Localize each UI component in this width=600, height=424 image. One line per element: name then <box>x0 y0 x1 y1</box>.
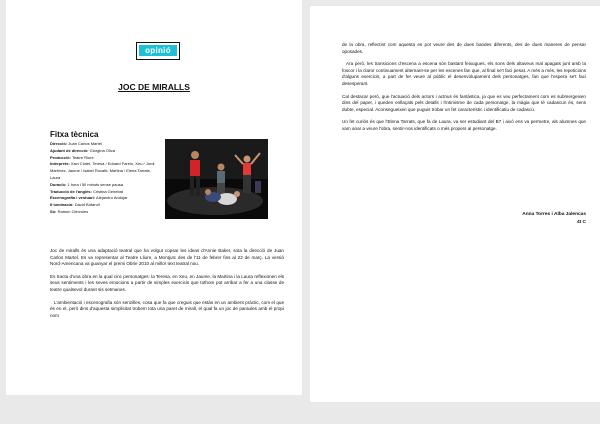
fitxa-row <box>50 161 160 181</box>
fitxa-value: Juan Carlos Martel <box>68 141 102 146</box>
left-page <box>6 0 302 395</box>
right-article-text <box>342 42 586 139</box>
paragraph: Joc de miralls és una adaptació teatral que ha volgut copsar les ideas d'Annie Baker, sota la direcció de Juan Carlos Martel. Es va representar al Teatre Lliure, a Montjuïc des de l'11 de febrer fins al 22 de març. La versió Nord-Americana va guanyar el premi Obrie 2010 al millor text teatral nou. <box>50 248 284 267</box>
article-title: JOC DE MIRALLS <box>118 82 190 92</box>
author-class: 4t C <box>576 220 586 225</box>
fitxa-value: David Bofarull <box>74 202 100 208</box>
signature <box>460 211 586 227</box>
paragraph: L'ambientació i escenografia són senzilles, cosa que fa que creguis que estàs en un ambient pràctic, com el que és en el, però dins d'aquesta simplicitat trobem tota una paret de mirall, el qual fa un joc de paraules amb el propi nom <box>50 299 284 318</box>
fitxa-label: Escenografia i vestuari: <box>50 195 96 201</box>
fitxa-value: Teatre Riure <box>71 154 94 160</box>
author-names: Anna Torres i Alba Jalencas <box>522 212 586 217</box>
fitxa-row <box>50 148 160 155</box>
fitxa-row <box>50 195 160 202</box>
fitxa-label: Il·luminació: <box>50 202 74 208</box>
fitxa-value: Xavi Clotet, Teresa / Eduard Farelo, Xeu / Jordi Martínez, Jaume / Isabel Rocatti, Martina / Elena Tarrats, Laura <box>50 161 155 180</box>
fitxa-tecnica <box>50 141 160 216</box>
stage-photo <box>165 139 268 219</box>
fitxa-label: Duració: <box>50 181 67 187</box>
fitxa-value: Alejandro Andújar <box>96 195 128 201</box>
paragraph: Ara però, les transicions d'escena a escena són bastant feixugues, els sons dels altaveus mal apagats junt amb la foscor i la claror continuament alternant-se per les escenes fan que, al final se't faci pesat. A més a més, les repeticions d'alguns exercicis, a part de fer veure al públic el desenvolupament dels personatges, fan que l'espera se't faci desesperant. <box>342 61 586 86</box>
right-page <box>310 6 600 402</box>
paragraph: Cal destacar però, que l'actuació dels actors i actrius és fantàstica, ja que es veu perfectament com es submergeixen dins del paper, i queden enllaçats pels detalls i l'intimisme de cada personatge, la màgia que té cadascun és, sens dubte, especial. Aconsegueixen que puguis trobar un fet característic i identificatiu de cadascú. <box>342 93 586 112</box>
fitxa-row <box>50 141 160 148</box>
fitxa-row <box>50 182 160 189</box>
fitxa-row <box>50 202 160 209</box>
fitxa-row <box>50 189 160 196</box>
opinio-badge <box>136 42 180 60</box>
left-article-text <box>50 248 284 325</box>
fitxa-value: Ramon Ciércoles <box>57 208 89 214</box>
fitxa-row <box>50 209 160 216</box>
fitxa-label: Intèrprets: <box>50 161 70 167</box>
fitxa-label: Producció: <box>50 154 71 160</box>
fitxa-label: Ajudant de direcció: <box>50 147 89 153</box>
fitxa-row <box>50 155 160 162</box>
fitxa-value: Giorgina Oliva <box>89 147 115 153</box>
fitxa-label: Direcció: <box>50 141 68 146</box>
paragraph: Un fet curiós és que l'Elena Tarrats, que fa de Laura, va ser estudiant del B7 i això ens va permetre, als alumnes que vam anar a veure l'obra, sentir-nos identificats o més propers al personatge. <box>342 119 586 131</box>
badge-label: opinió <box>139 45 177 56</box>
fitxa-value: Cristina Genebat <box>92 188 123 194</box>
fitxa-label: So: <box>50 208 57 214</box>
fitxa-label: Traducció de l'anglès: <box>50 188 92 194</box>
fitxa-heading: Fitxa tècnica <box>50 130 99 139</box>
paragraph: de la obra, reflectint com aquesta es pot veure des de dues bandes diferents, des de dues maneres de pensar oposades. <box>342 42 586 54</box>
fitxa-value: 1 hora i 50 minuts sense pausa <box>67 181 123 187</box>
paragraph: Es tracta d'una obra en la qual cinc personatges: la Teresa, en Xeu, en Jaume, la Martina i la Laura reflexionen els seus sentiments i les seves emocions a partir de simples exercicis que tothom pot arribar a fer a una classe de teatre qualsevol durant sis setmanes. <box>50 273 284 292</box>
